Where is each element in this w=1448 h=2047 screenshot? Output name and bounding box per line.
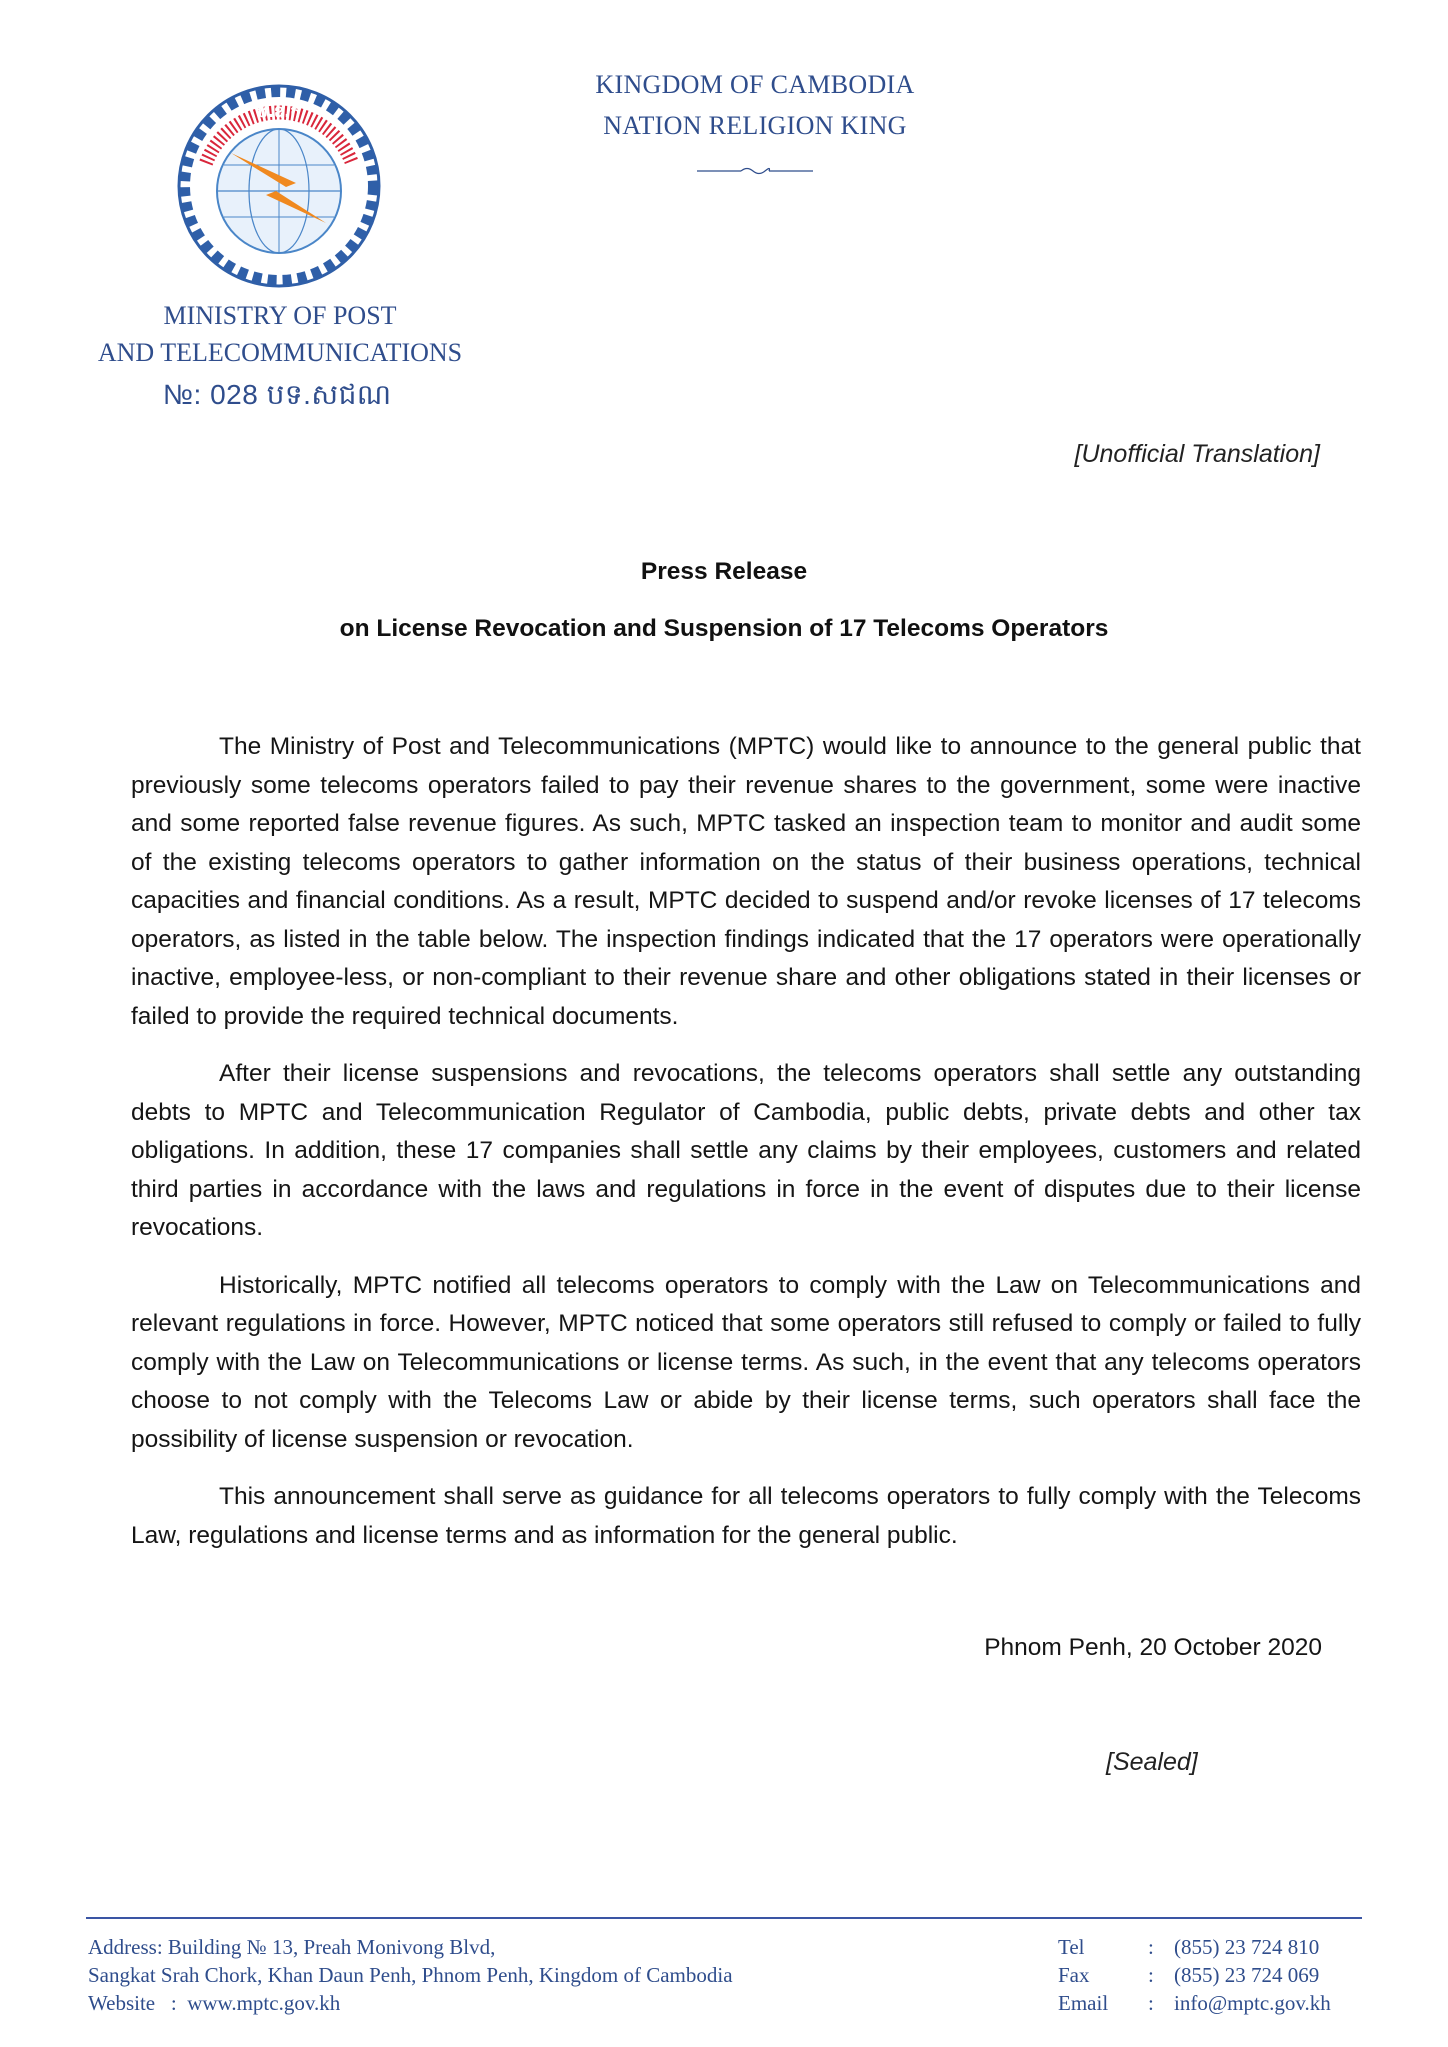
motto-line: NATION RELIGION KING xyxy=(603,111,907,140)
contact-value: info@mptc.gov.kh xyxy=(1174,1991,1331,2015)
footer-address xyxy=(88,1933,733,2017)
contact-value: (855) 23 724 069 xyxy=(1174,1963,1320,1987)
contact-value: (855) 23 724 810 xyxy=(1174,1935,1320,1959)
logo-letters: P.T.C xyxy=(261,256,297,273)
kingdom-line: KINGDOM OF CAMBODIA xyxy=(595,70,915,99)
contact-separator: : xyxy=(1148,1963,1154,1987)
ornament-divider xyxy=(697,166,813,176)
address-line: Sangkat Srah Chork, Khan Daun Penh, Phnom Penh, Kingdom of Cambodia xyxy=(88,1963,733,1987)
contact-separator: : xyxy=(1148,1991,1154,2015)
contact-label: Email xyxy=(1058,1991,1109,2015)
translation-note: [Unofficial Translation] xyxy=(1074,440,1320,468)
place-date: Phnom Penh, 20 October 2020 xyxy=(984,1634,1322,1661)
body-text xyxy=(131,728,1361,1574)
contact-row-email xyxy=(1058,1989,1331,2017)
contact-label: Tel xyxy=(1058,1935,1085,1959)
ministry-line: AND TELECOMMUNICATIONS xyxy=(97,338,463,367)
address-line: Address: Building № 13, Preah Monivong Blvd, xyxy=(88,1935,496,1959)
kingdom-heading xyxy=(520,64,990,146)
reference-number: №: 028 បទ.សជណ xyxy=(163,379,392,410)
logo-khmer-text: ប.ឧ.ក xyxy=(257,102,301,121)
document-title: Press Release xyxy=(640,558,808,585)
contact-row-tel xyxy=(1058,1933,1331,1961)
seal-note: [Sealed] xyxy=(1106,1748,1198,1776)
ministry-line: MINISTRY OF POST xyxy=(163,301,397,330)
contact-separator: : xyxy=(1148,1935,1154,1959)
contact-row-fax xyxy=(1058,1961,1331,1989)
footer-contacts xyxy=(1058,1933,1331,2017)
ministry-logo xyxy=(176,83,382,289)
paragraph: Historically, MPTC notified all telecoms operators to comply with the Law on Telecommunications and relevant regulations in force. However, MPTC noticed that some operators still refused to comply or failed to fully comply with the Law on Telecommunications or license terms. As such, in the event that any telecoms operators choose to not comply with the Telecoms Law or abide by their license terms, such operators shall face the possibility of license suspension or revocation. xyxy=(131,1271,1361,1453)
paragraph: The Ministry of Post and Telecommunications (MPTC) would like to announce to the general public that previously some telecoms operators failed to pay their revenue shares to the government, some were inactive and some reported false revenue figures. As such, MPTC tasked an inspection team to monitor and audit some of the existing telecoms operators to gather information on the status of their business operations, technical capacities and financial conditions. As a result, MPTC decided to suspend and/or revoke licenses of 17 telecoms operators, as listed in the table below. The inspection findings indicated that the 17 operators were operationally inactive, employee-less, or non-compliant to their revenue share and other obligations stated in their licenses or failed to provide the required technical documents. xyxy=(131,733,1361,1030)
ministry-name xyxy=(70,297,490,371)
website-line: Website : www.mptc.gov.kh xyxy=(88,1991,341,2015)
document-subtitle: on License Revocation and Suspension of 17 Telecoms Operators xyxy=(339,615,1109,642)
paragraph: This announcement shall serve as guidance for all telecoms operators to fully comply with the Telecoms Law, regulations and license terms and as information for the general public. xyxy=(131,1483,1361,1549)
footer-rule xyxy=(86,1917,1362,1919)
paragraph: After their license suspensions and revocations, the telecoms operators shall settle any outstanding debts to MPTC and Telecommunication Regulator of Cambodia, public debts, private debts and other tax obligations. In addition, these 17 companies shall settle any claims by their employees, customers and related third parties in accordance with the laws and regulations in force in the event of disputes due to their license revocations. xyxy=(131,1060,1361,1241)
contact-label: Fax xyxy=(1058,1963,1090,1987)
